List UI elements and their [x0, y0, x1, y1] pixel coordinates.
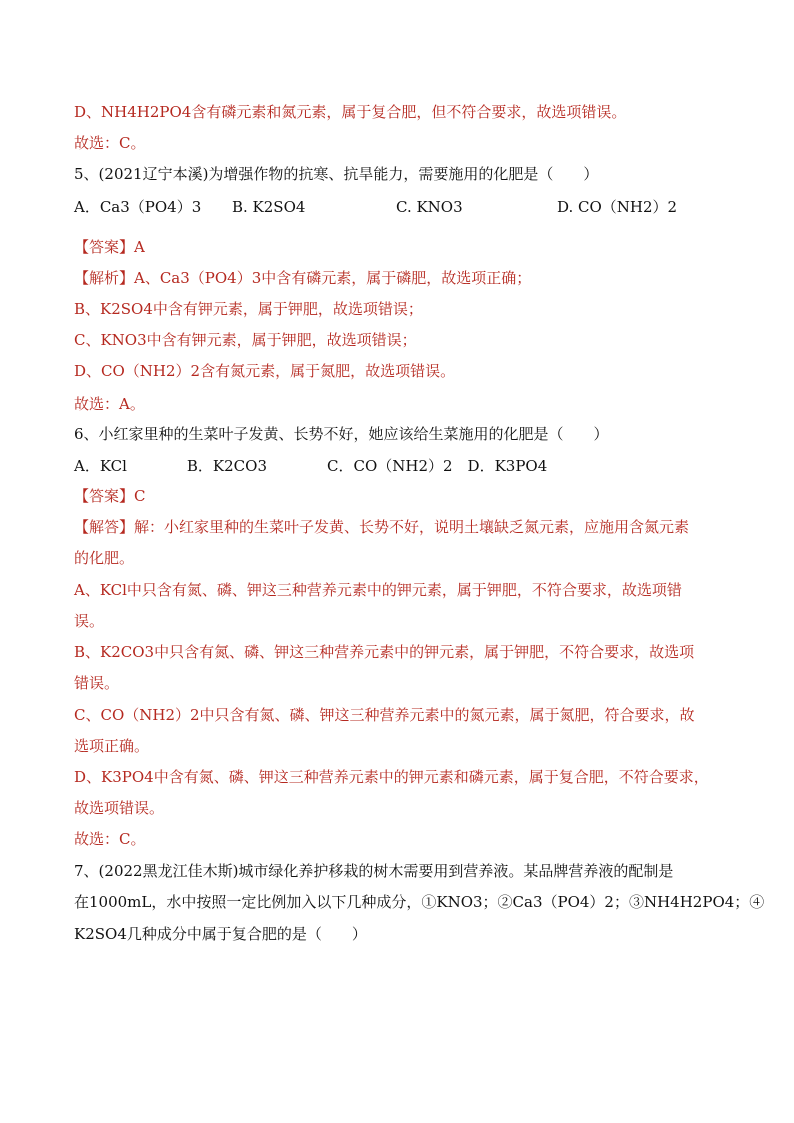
- q6-explanation: D、K3PO4中含有氮、磷、钾这三种营养元素中的钾元素和磷元素，属于复合肥，不符合要求，: [74, 768, 709, 786]
- q5-answer: 【答案】A: [74, 238, 145, 256]
- q5-selection: 故选：A。: [74, 395, 145, 413]
- q6-explanation: 选项正确。: [74, 737, 150, 755]
- question-5: 5、(2021辽宁本溪)为增强作物的抗寒、抗旱能力，需要施用的化肥是（ ）: [74, 165, 599, 183]
- q6-selection: 故选：C。: [74, 830, 146, 848]
- q5-explanation: D、CO（NH2）2含有氮元素，属于氮肥，故选项错误。: [74, 362, 456, 380]
- q6-explanation: A、KCl中只含有氮、磷、钾这三种营养元素中的钾元素，属于钾肥，不符合要求，故选项错: [74, 581, 682, 599]
- q5-option-c: C. KNO3: [396, 198, 463, 216]
- q5-explanation: 【解析】A、Ca3（PO4）3中含有磷元素，属于磷肥，故选项正确；: [74, 269, 532, 287]
- text-line: D、NH4H2PO4含有磷元素和氮元素，属于复合肥，但不符合要求，故选项错误。: [74, 103, 627, 121]
- q6-explanation: 错误。: [74, 674, 120, 692]
- q5-explanation: C、KNO3中含有钾元素，属于钾肥，故选项错误；: [74, 331, 417, 349]
- q5-option-b: B. K2SO4: [232, 198, 306, 216]
- question-6: 6、小红家里种的生菜叶子发黄、长势不好，她应该给生菜施用的化肥是（ ）: [74, 425, 609, 443]
- q6-answer: 【答案】C: [74, 487, 146, 505]
- q6-explanation: B、K2CO3中只含有氮、磷、钾这三种营养元素中的钾元素，属于钾肥，不符合要求，故选项: [74, 643, 695, 661]
- question-7: 7、(2022黑龙江佳木斯)城市绿化养护移栽的树木需要用到营养液。某品牌营养液的配制是: [74, 862, 674, 880]
- q6-explanation: 故选项错误。: [74, 799, 165, 817]
- q6-explanation: 【解答】解：小红家里种的生菜叶子发黄、长势不好，说明土壤缺乏氮元素，应施用含氮元素: [74, 518, 690, 536]
- q5-explanation: B、K2SO4中含有钾元素，属于钾肥，故选项错误；: [74, 300, 423, 318]
- q5-option-a: A．Ca3（PO4）3: [74, 198, 202, 216]
- q6-explanation: 误。: [74, 612, 105, 630]
- q5-option-d: D. CO（NH2）2: [557, 198, 678, 216]
- question-7: 在1000mL，水中按照一定比例加入以下几种成分，①KNO3；②Ca3（PO4）2；③NH4H2PO4；④: [74, 893, 765, 911]
- question-7: K2SO4几种成分中属于复合肥的是（ ）: [74, 925, 367, 943]
- q6-explanation: C、CO（NH2）2中只含有氮、磷、钾这三种营养元素中的氮元素，属于氮肥，符合要求，故: [74, 706, 695, 724]
- q6-explanation: 的化肥。: [74, 549, 135, 567]
- text-line: 故选：C。: [74, 134, 146, 152]
- q6-options: A．KCl B．K2CO3 C．CO（NH2）2 D．K3PO4: [74, 457, 548, 475]
